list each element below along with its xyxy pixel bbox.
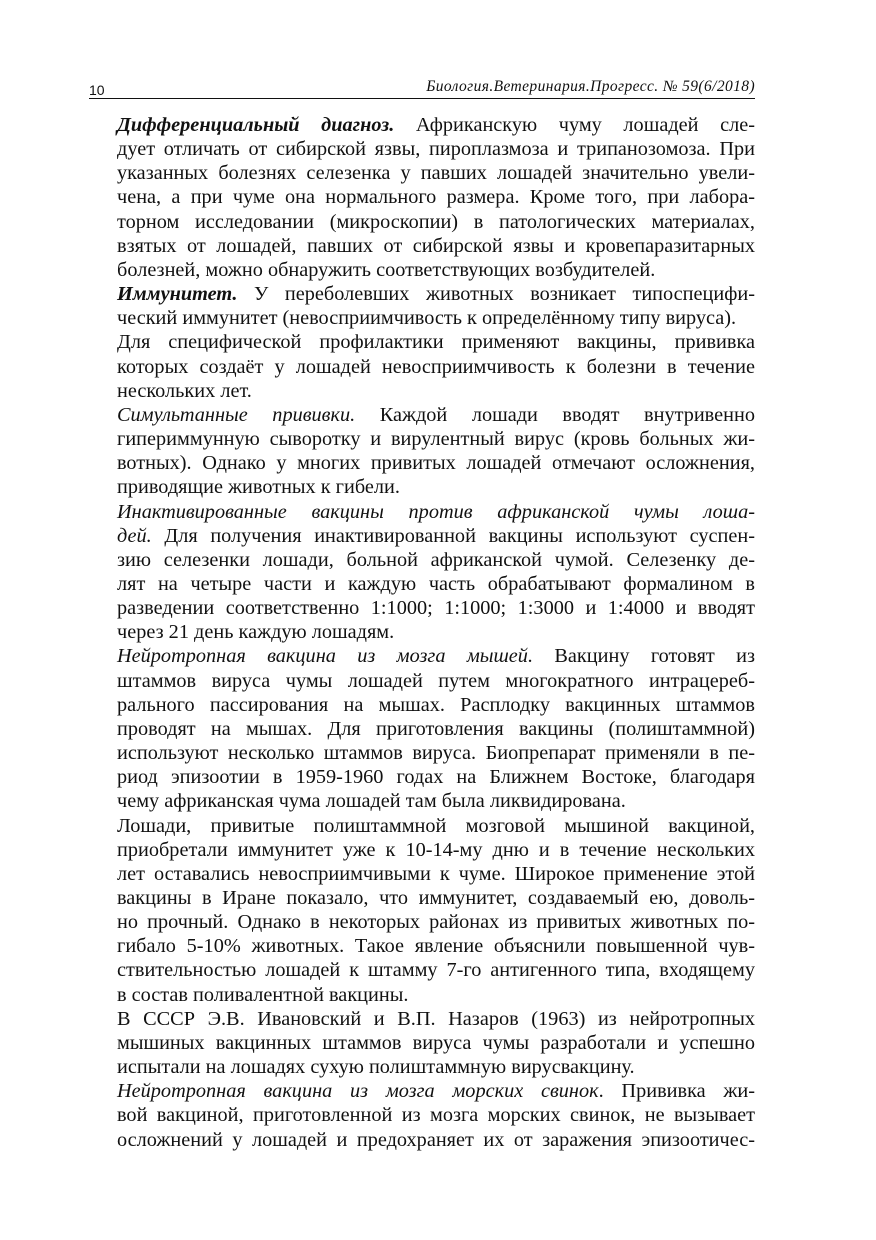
paragraph xyxy=(89,814,755,1007)
text-line: осложнений у лошадей и предохраняет их от заражения эпизоотичес- xyxy=(117,1128,755,1151)
text-line: ческий иммунитет (невосприимчивость к определённому типу вируса). xyxy=(117,307,737,330)
text-line: Для специфической профилактики применяют вакцины, прививка xyxy=(117,331,755,354)
text-line: Нейротропная вакцина из мозга морских свинок. Прививка жи- xyxy=(117,1080,755,1103)
paragraph xyxy=(89,282,755,330)
text-line: штаммов вируса чумы лошадей путем многократного интрацереб- xyxy=(117,669,755,692)
paragraph xyxy=(89,644,755,813)
text-line: чена, а при чуме она нормального размера. Кроме того, при лабора- xyxy=(117,186,755,209)
text-line: приводящие животных к гибели. xyxy=(117,476,400,499)
page-number: 10 xyxy=(89,82,105,98)
paragraph-heading: Иммунитет. xyxy=(117,283,238,306)
text-line xyxy=(89,500,755,524)
text-line: чему африканская чума лошадей там была ликвидирована. xyxy=(117,790,626,813)
text-line: вотных). Однако у многих привитых лошадей отмечают осложнения, xyxy=(117,452,755,475)
text-line: Иммунитет. У переболевших животных возникает типоспецифи- xyxy=(117,283,755,306)
text-line: лят на четыре части и каждую часть обрабатывают формалином в xyxy=(117,572,755,595)
text-line: мышиных вакцинных штаммов вируса чумы разработали и успешно xyxy=(117,1031,755,1054)
text-line: приобретали иммунитет уже к 10-14-му дню и в течение нескольких xyxy=(117,838,755,861)
text-line: проводят на мышах. Для приготовления вакцины (полиштаммной) xyxy=(117,717,755,740)
paragraph xyxy=(89,113,755,282)
paragraph-heading: Нейротропная вакцина из мозга мышей. xyxy=(117,645,534,668)
text-line: торном исследовании (микроскопии) в патологических материалах, xyxy=(117,210,755,233)
paragraph xyxy=(89,1007,755,1079)
text-line: гибало 5-10% животных. Такое явление объяснили повышенной чув- xyxy=(117,935,755,958)
text-line: рального пассирования на мышах. Расплодку вакцинных штаммов xyxy=(117,693,755,716)
text-line: но прочный. Однако в некоторых районах из привитых животных по- xyxy=(117,911,755,934)
running-header xyxy=(89,78,755,99)
journal-title: Биология.Ветеринария.Прогресс. № 59(6/2018) xyxy=(426,78,755,95)
paragraph xyxy=(89,1079,755,1151)
paragraph xyxy=(89,403,755,500)
paragraph xyxy=(89,500,755,645)
text-line: Лошади, привитые полиштаммной мозговой мышиной вакциной, xyxy=(117,814,755,837)
text-line: которых создаёт у лошадей невосприимчивость к болезни в течение xyxy=(117,355,755,378)
paragraph-heading: Инактивированные вакцины против африканской чумы лоша- xyxy=(117,500,755,523)
text-line: через 21 день каждую лошадям. xyxy=(117,621,395,644)
text-line: Дифференциальный диагноз. Африканскую чуму лошадей сле- xyxy=(117,114,755,136)
text-line: дей. Для получения инактивированной вакцины используют суспен- xyxy=(117,524,755,547)
paragraph-heading: дей. xyxy=(117,524,152,547)
paragraph xyxy=(89,330,755,402)
text-line: гипериммунную сыворотку и вирулентный вирус (кровь больных жи- xyxy=(117,428,755,451)
text-line: в состав поливалентной вакцины. xyxy=(117,983,409,1006)
text-line: ствительностью лошадей к штамму 7-го антигенного типа, входящему xyxy=(117,959,755,982)
paragraph-heading: Дифференциальный диагноз. xyxy=(117,114,395,136)
text-line: Симультанные прививки. Каждой лошади вводят внутривенно xyxy=(117,403,755,426)
text-line: испытали на лошадях сухую полиштаммную вирусвакцину. xyxy=(117,1056,635,1079)
text-line: разведении соответственно 1:1000; 1:1000; 1:3000 и 1:4000 и вводят xyxy=(117,597,755,620)
paragraph-heading: Симультанные прививки. xyxy=(117,403,356,426)
article-body xyxy=(89,113,755,1152)
text-line: нескольких лет. xyxy=(117,379,252,402)
text-line: риод эпизоотии в 1959-1960 годах на Ближнем Востоке, благодаря xyxy=(117,766,755,789)
text-line: вой вакциной, приготовленной из мозга морских свинок, не вызывает xyxy=(117,1104,755,1127)
text-line: В СССР Э.В. Ивановский и В.П. Назаров (1963) из нейротропных xyxy=(117,1007,755,1030)
text-line: дует отличать от сибирской язвы, пироплазмоза и трипанозомоза. При xyxy=(117,138,755,161)
text-line: указанных болезнях селезенка у павших лошадей значительно увели- xyxy=(117,162,755,185)
text-line: Нейротропная вакцина из мозга мышей. Вакцину готовят из xyxy=(117,645,755,668)
text-line: вакцины в Иране показало, что иммунитет, создаваемый ею, доволь- xyxy=(117,887,755,909)
text-line: зию селезенки лошади, больной африканской чумой. Селезенку де- xyxy=(117,548,755,571)
paragraph-heading: Нейротропная вакцина из мозга морских свинок xyxy=(117,1080,599,1103)
text-line: взятых от лошадей, павших от сибирской язвы и кровепаразитарных xyxy=(117,234,755,257)
text-line: болезней, можно обнаружить соответствующих возбудителей. xyxy=(117,258,656,281)
text-line: лет оставались невосприимчивыми к чуме. Широкое применение этой xyxy=(117,862,755,885)
text-line: используют несколько штаммов вируса. Биопрепарат применяли в пе- xyxy=(117,742,755,765)
